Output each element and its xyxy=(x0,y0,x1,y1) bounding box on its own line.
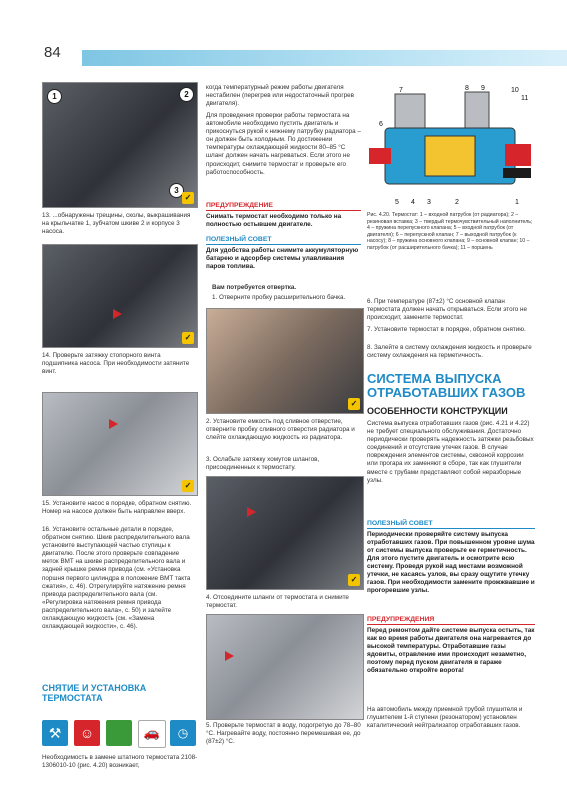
wrench-icon: ⚒ xyxy=(42,720,68,746)
page-header xyxy=(0,0,567,70)
wrench-badge-icon: ✓ xyxy=(348,398,360,410)
fig-label-4: 4 xyxy=(411,199,415,206)
wrench-badge-icon: ✓ xyxy=(182,480,194,492)
tip-title: ПОЛЕЗНЫЙ СОВЕТ xyxy=(206,236,361,245)
flow-arrow-left xyxy=(369,148,391,164)
thermostat-hoses-photo xyxy=(206,476,364,590)
thermostat-valve xyxy=(425,136,475,176)
red-arrow-icon xyxy=(225,651,234,661)
wrench-badge-icon: ✓ xyxy=(182,192,194,204)
water-pump-photo xyxy=(42,82,198,208)
car-icon: 🚗 xyxy=(138,720,166,748)
red-arrow-icon xyxy=(109,419,118,429)
step-7-text: 7. Установите термостат в порядке, обратном снятию. xyxy=(367,326,526,333)
exhaust-warning-title: ПРЕДУПРЕЖДЕНИЯ xyxy=(367,616,535,625)
exhaust-title-line-2: ОТРАБОТАВШИХ ГАЗОВ xyxy=(367,385,526,400)
section-title-line-2: ТЕРМОСТАТА xyxy=(42,693,103,703)
step-2-text: 2. Установите емкость под сливное отверстие, отверните пробку сливного отверстия радиатора и слейте охлаждающую жидкость из радиатора. xyxy=(206,418,355,442)
fig-label-3: 3 xyxy=(427,199,431,206)
section-title-exhaust xyxy=(367,372,542,400)
step-14-text: 14. Проверьте затяжку стопорного винта подшипника насоса. При необходимости затяните винт. xyxy=(42,352,190,376)
step-13-text: 13. ...обнаружены трещины, сколы, выкрашивания на крыльчатке 1, зубчатом шкиве 2 и корпусе 3 насоса. xyxy=(42,212,191,236)
thermostat-intro-text: Необходимость в замене штатного термостата 2108-1306010-10 (рис. 4.20) возникает, xyxy=(42,754,198,770)
step-1-text: 1. Отверните пробку расширительного бачка. xyxy=(212,294,346,301)
callout-3: 3 xyxy=(169,183,184,198)
step-4-text: 4. Отсоедините шланги от термостата и снимите термостат. xyxy=(206,594,349,610)
header-bar xyxy=(82,50,567,66)
warning-text: Снимать термостат необходимо только на полностью остывшем двигателе. xyxy=(206,213,342,228)
construction-subtitle: ОСОБЕННОСТИ КОНСТРУКЦИИ xyxy=(367,406,508,416)
inlet-pipe xyxy=(465,92,489,132)
fig-label-2: 2 xyxy=(455,199,459,206)
callout-1: 1 xyxy=(47,89,62,104)
step-15-text: 15. Установите насос в порядке, обратном снятию. Номер на насосе должен быть направлен вверх. xyxy=(42,500,192,516)
page-number: 84 xyxy=(44,44,61,61)
exhaust-tip-text: Периодически проверяйте систему выпуска отработавших газов. При повышенном уровне шума от системы выпуска проверьте ее герметичность. Для этого пустите двигатель и осмотрите всю систему. Проведя рукой над местами возможной утечки, не касаясь узлов, вы сразу ощутите утечку газов. При необходимости замените прожжвавшие и прогоревшие узлы. xyxy=(367,531,535,594)
thermostat-removed-photo xyxy=(206,614,364,720)
section-title-thermostat xyxy=(42,683,202,703)
thermostat-diagram xyxy=(365,84,535,208)
callout-2: 2 xyxy=(179,87,194,102)
tools-needed-text: Вам потребуется отвертка. xyxy=(212,284,297,291)
step-6-text: 6. При температуре (87±2) °С основной клапан термостата должен начать открываться. Если этого не происходит, замените термостат. xyxy=(367,298,527,322)
fig-label-5: 5 xyxy=(395,199,399,206)
fig-label-7: 7 xyxy=(399,87,403,94)
fig-label-9: 9 xyxy=(481,85,485,92)
section-title-line-1: СНЯТИЕ И УСТАНОВКА xyxy=(42,683,147,693)
step-8-text: 8. Залейте в систему охлаждения жидкость и проверьте систему охлаждения на герметичность. xyxy=(367,344,532,360)
step-5-text: 5. Проверьте термостат в воду, подогретую до 78–80 °С. Нагревайте воду, постоянно перемешивая ее, до (87±2) °С. xyxy=(206,722,361,746)
exhaust-title-line-1: СИСТЕМА ВЫПУСКА xyxy=(367,371,502,386)
person-icon: ☺ xyxy=(74,720,100,746)
warning-box xyxy=(206,202,361,229)
red-arrow-icon xyxy=(247,507,256,517)
pump-install-photo xyxy=(42,392,198,496)
fig-label-11: 11 xyxy=(521,95,529,102)
tip-box xyxy=(206,236,361,271)
exhaust-warning-text: Перед ремонтом дайте системе выпуска остыть, так как во время работы двигателя она нагревается до высокой температуры. Отработавшие газы ядовиты, отравление ими происходит незаметно, поэтому перед пуском двигателя в гараже обязательно откройте ворота! xyxy=(367,627,535,674)
tool-icons-row xyxy=(42,720,202,746)
intro-continued-text: когда температурный режим работы двигателя нестабилен (перегрев или недостаточный прогрев двигателя). xyxy=(206,84,354,108)
red-arrow-icon xyxy=(113,309,122,319)
check-procedure-text: Для проведения проверки работы термостата на автомобиле необходимо пустить двигатель и прикоснуться рукой к нижнему патрубку радиатора – он должен быть холодным. По достижении температуры охлаждающей жидкости 80–85 °С шланг должен начать нагреваться. Если этого не происходит, снимите термостат и проверьте его работоспособность. xyxy=(206,112,361,176)
fig-label-10: 10 xyxy=(511,87,519,94)
time-icon: ◷ xyxy=(170,720,196,746)
expansion-tank-photo xyxy=(206,308,364,414)
wrench-badge-icon: ✓ xyxy=(348,574,360,586)
label-plate xyxy=(503,168,531,178)
step-16-text: 16. Установите остальные детали в порядке, обратном снятию. Шкив распределительного вала установите выступающей частью ступицы к двигателю. После этого проверьте совпадение меток ВМТ на шкиве распределительного вала и задней крышке ремня привода (см. «Установка поршня первого цилиндра в положение ВМТ такта сжатия», с. 46). Отрегулируйте натяжение ремня привода распределительного вала (см. «Регулировка натяжения ремня привода распределительного вала», с. 50) и залейте охлаждающую жидкость (см. «Замена охлаждающей жидкости», с. 46). xyxy=(42,526,191,631)
pump-bearing-photo xyxy=(42,244,198,348)
fig-label-8: 8 xyxy=(465,85,469,92)
warning-title: ПРЕДУПРЕЖДЕНИЕ xyxy=(206,202,361,211)
exhaust-warning-box xyxy=(367,616,535,675)
flow-arrow-right xyxy=(505,144,531,166)
figure-caption: Рис. 4.20. Термостат: 1 – входной патрубок (от радиатора); 2 – резиновая вставка; 3 – твердый термочувствительный наполнитель; 4 – пружина перепускного клапана; 5 – входной патрубок (от двигателя); 6 – перепускной клапан; 7 – выходной патрубок (к насосу); 8 – пружина основного клапана; 9 – основной клапан; 10 – патрубок (от расширительного бачка); 11 – поршень xyxy=(367,212,533,251)
step-3-text: 3. Ослабьте затяжку хомутов шлангов, присоединенных к термостату. xyxy=(206,456,320,472)
fig-label-6: 6 xyxy=(379,121,383,128)
exhaust-tip-title: ПОЛЕЗНЫЙ СОВЕТ xyxy=(367,520,535,529)
exhaust-tip-box xyxy=(367,520,535,595)
catalytic-converter-text: На автомобиль между приемной трубой глушителя и глушителем 1-й ступени (резонатором) установлен каталитический нейтрализатор отработавших газов. xyxy=(367,706,523,730)
wrench-badge-icon: ✓ xyxy=(182,332,194,344)
fig-label-1: 1 xyxy=(515,199,519,206)
tip-text: Для удобства работы снимите аккумуляторную батарею и адсорбер системы улавливания паров топлива. xyxy=(206,247,359,270)
exhaust-description-text: Система выпуска отработавших газов (рис. 4.21 и 4.22) не требует специального обслуживания. Достаточно периодически проверять надежность затяжки резьбовых соединений и отсутствие утечек газов. В случае повреждения элементов системы, сквозной коррозии или прогара их заменяют в сборе, так как глушители вместе с трубами представляют собой неразборные узлы. xyxy=(367,420,534,484)
tool-label-icon xyxy=(106,720,132,746)
